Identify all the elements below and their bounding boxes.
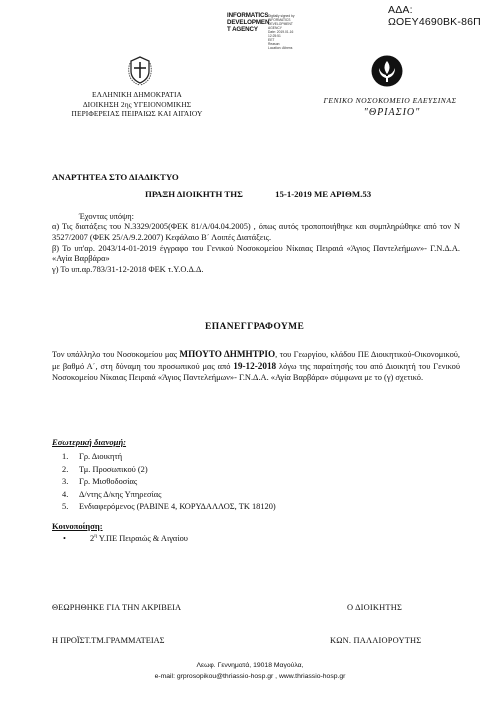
ada-code: ΑΔΑ: ΩΟΕΥ4690ΒΚ-86Π	[388, 4, 481, 28]
reinstate-text: Τον υπάλληλο του Νοσοκομείου μας	[52, 350, 180, 359]
considering-item: β) Το υπ'αρ. 2043/14-01-2019 έγγραφο του Γενικού Νοσοκομείου Νίκαιας Πειραιά «Άγιος Παντελεήμων»- Γ.Ν.Δ.Α. «Αγία Βαρβάρα»	[52, 243, 460, 264]
distribution-item: 4. Δ/ντης Δ/κης Υπηρεσίας	[62, 489, 162, 499]
stamp-org-line: DEVELOPMEN	[227, 18, 270, 26]
reinstate-text: λόγω της παραίτησής του από Διοικητή του Γενικού Νοσοκομείου Νίκαιας Πειραιά «Άγιος Παντελεήμων»- Γ.Ν.Δ.Α. «Αγία Βαρβάρα» σύμφωνα με το (γ) σχετικό.	[52, 361, 460, 382]
stamp-org-line: INFORMATICS	[227, 12, 269, 19]
stamp-detail-line: Reason:	[268, 42, 281, 46]
reinstate-paragraph	[52, 349, 460, 383]
distribution-item: 3. Γρ. Μισθοδοσίας	[62, 477, 138, 487]
gov-header-line: ΕΛΛΗΝΙΚΗ ΔΗΜΟΚΡΑΤΙΑ	[92, 90, 182, 99]
stamp-org	[227, 13, 268, 33]
digital-signature-stamp	[227, 12, 303, 50]
posting-note: ΑΝΑΡΤΗΤΕΑ ΣΤΟ ΔΙΑΔΙΚΤΥΟ	[52, 172, 179, 182]
stamp-org-line: T AGENCY	[227, 25, 258, 33]
distribution-item: 1. Γρ. Διοικητή	[62, 452, 123, 461]
hospital-logo-icon	[370, 54, 404, 88]
distribution-heading: Εσωτερική διανομή:	[52, 437, 127, 447]
head-secretariat-label: Η ΠΡΟΪΣΤ.ΤΜ.ΓΡΑΜΜΑΤΕΙΑΣ	[52, 636, 165, 645]
distribution-list	[62, 451, 276, 514]
distribution-item: 2. Τμ. Προσωπικού (2)	[62, 464, 148, 474]
distribution-item: 5. Ενδιαφερόμενος (ΡΑΒΙΝΕ 4, ΚΟΡΥΔΑΛΛΟΣ, ΤΚ 18120)	[62, 502, 276, 512]
government-header	[52, 90, 222, 119]
reinstate-date: 19-12-2018	[233, 360, 277, 371]
footer-contact: e-mail: grprosopikou@thriassio-hosp.gr , www.thriassio-hosp.gr	[154, 673, 346, 680]
greek-emblem-icon	[126, 53, 154, 87]
considering-heading: Έχοντας υπόψη:	[79, 212, 134, 221]
considering-list	[52, 222, 460, 276]
gov-header-line: ΔΙΟΙΚΗΣΗ 2ης ΥΓΕΙΟΝΟΜΙΚΗΣ	[82, 99, 192, 109]
decision-date-number: 15-1-2019 ΜΕ ΑΡΙΘΜ.53	[275, 189, 372, 199]
considering-item: α) Τις διατάξεις του Ν.3329/2005(ΦΕΚ 81/Α/04.04.2005) , όπως αυτός τροποποιήθηκε και συμπληρώθηκε από τον Ν 3527/2007 (ΦΕΚ 25/Α/9.2.2007) Κεφάλαιο Β΄ Λοιπές Διατάξεις.	[52, 222, 460, 242]
footer-address: Λεωφ. Γεννηματά, 19018 Μαγούλα,	[196, 662, 304, 669]
notification-heading: Κοινοποίηση:	[52, 521, 103, 531]
stamp-detail-line: EET	[268, 38, 275, 42]
hospital-name: ΓΕΝΙΚΟ ΝΟΣΟΚΟΜΕΙΟ ΕΛΕΥΣΙΝΑΣ	[323, 96, 457, 105]
director-name: ΚΩΝ. ΠΑΛΑΙΟΡΟΥΤΗΣ	[330, 636, 422, 645]
employee-name: ΜΠΟΥΤΟ ΔΗΜΗΤΡΙΟ	[179, 349, 276, 359]
stamp-detail-line: Digitally signed by	[268, 14, 295, 18]
stamp-details	[268, 14, 306, 50]
hospital-subname: "ΘΡΙΑΣΙΟ"	[363, 107, 421, 118]
notification-item: • $2^\eta$ Υ.ΠΕ Πειραιώς & Αιγαίου	[63, 533, 188, 543]
reinstate-text: , του Γεωργίου, κλάδου ΠΕ Διοικητικού-Οικονομικού, με βαθμό Α΄, στη δύναμη του προσωπικού μας από	[52, 350, 460, 371]
decision-title-text: ΠΡΑΞΗ ΔΙΟΙΚΗΤΗ ΤΗΣ	[145, 189, 243, 199]
director-label: Ο ΔΙΟΙΚΗΤΗΣ	[347, 603, 403, 612]
stamp-detail-line: INFORMATICS	[268, 18, 291, 22]
considering-item: γ) Το υπ.αρ.783/31-12-2018 ΦΕΚ τ.Υ.Ο.Δ.Δ.	[52, 265, 204, 275]
stamp-detail-line: Location: Athens	[268, 46, 293, 50]
checked-accuracy-label: ΘΕΩΡΗΘΗΚΕ ΓΙΑ ΤΗΝ ΑΚΡΙΒΕΙΑ	[52, 603, 182, 612]
stamp-detail-line: Date: 2019.01.16 12:25:51	[268, 30, 294, 38]
reinstate-heading: ΕΠΑΝΕΓΓΡΑΦΟΥΜΕ	[205, 322, 305, 332]
stamp-detail-line: DEVELOPMENT AGENCY	[268, 22, 293, 30]
decision-title	[145, 189, 371, 199]
gov-header-line: ΠΕΡΙΦΕΡΕΙΑΣ ΠΕΙΡΑΙΩΣ ΚΑΙ ΑΙΓΑΙΟΥ	[71, 109, 203, 118]
bullet-icon: •	[63, 533, 66, 543]
